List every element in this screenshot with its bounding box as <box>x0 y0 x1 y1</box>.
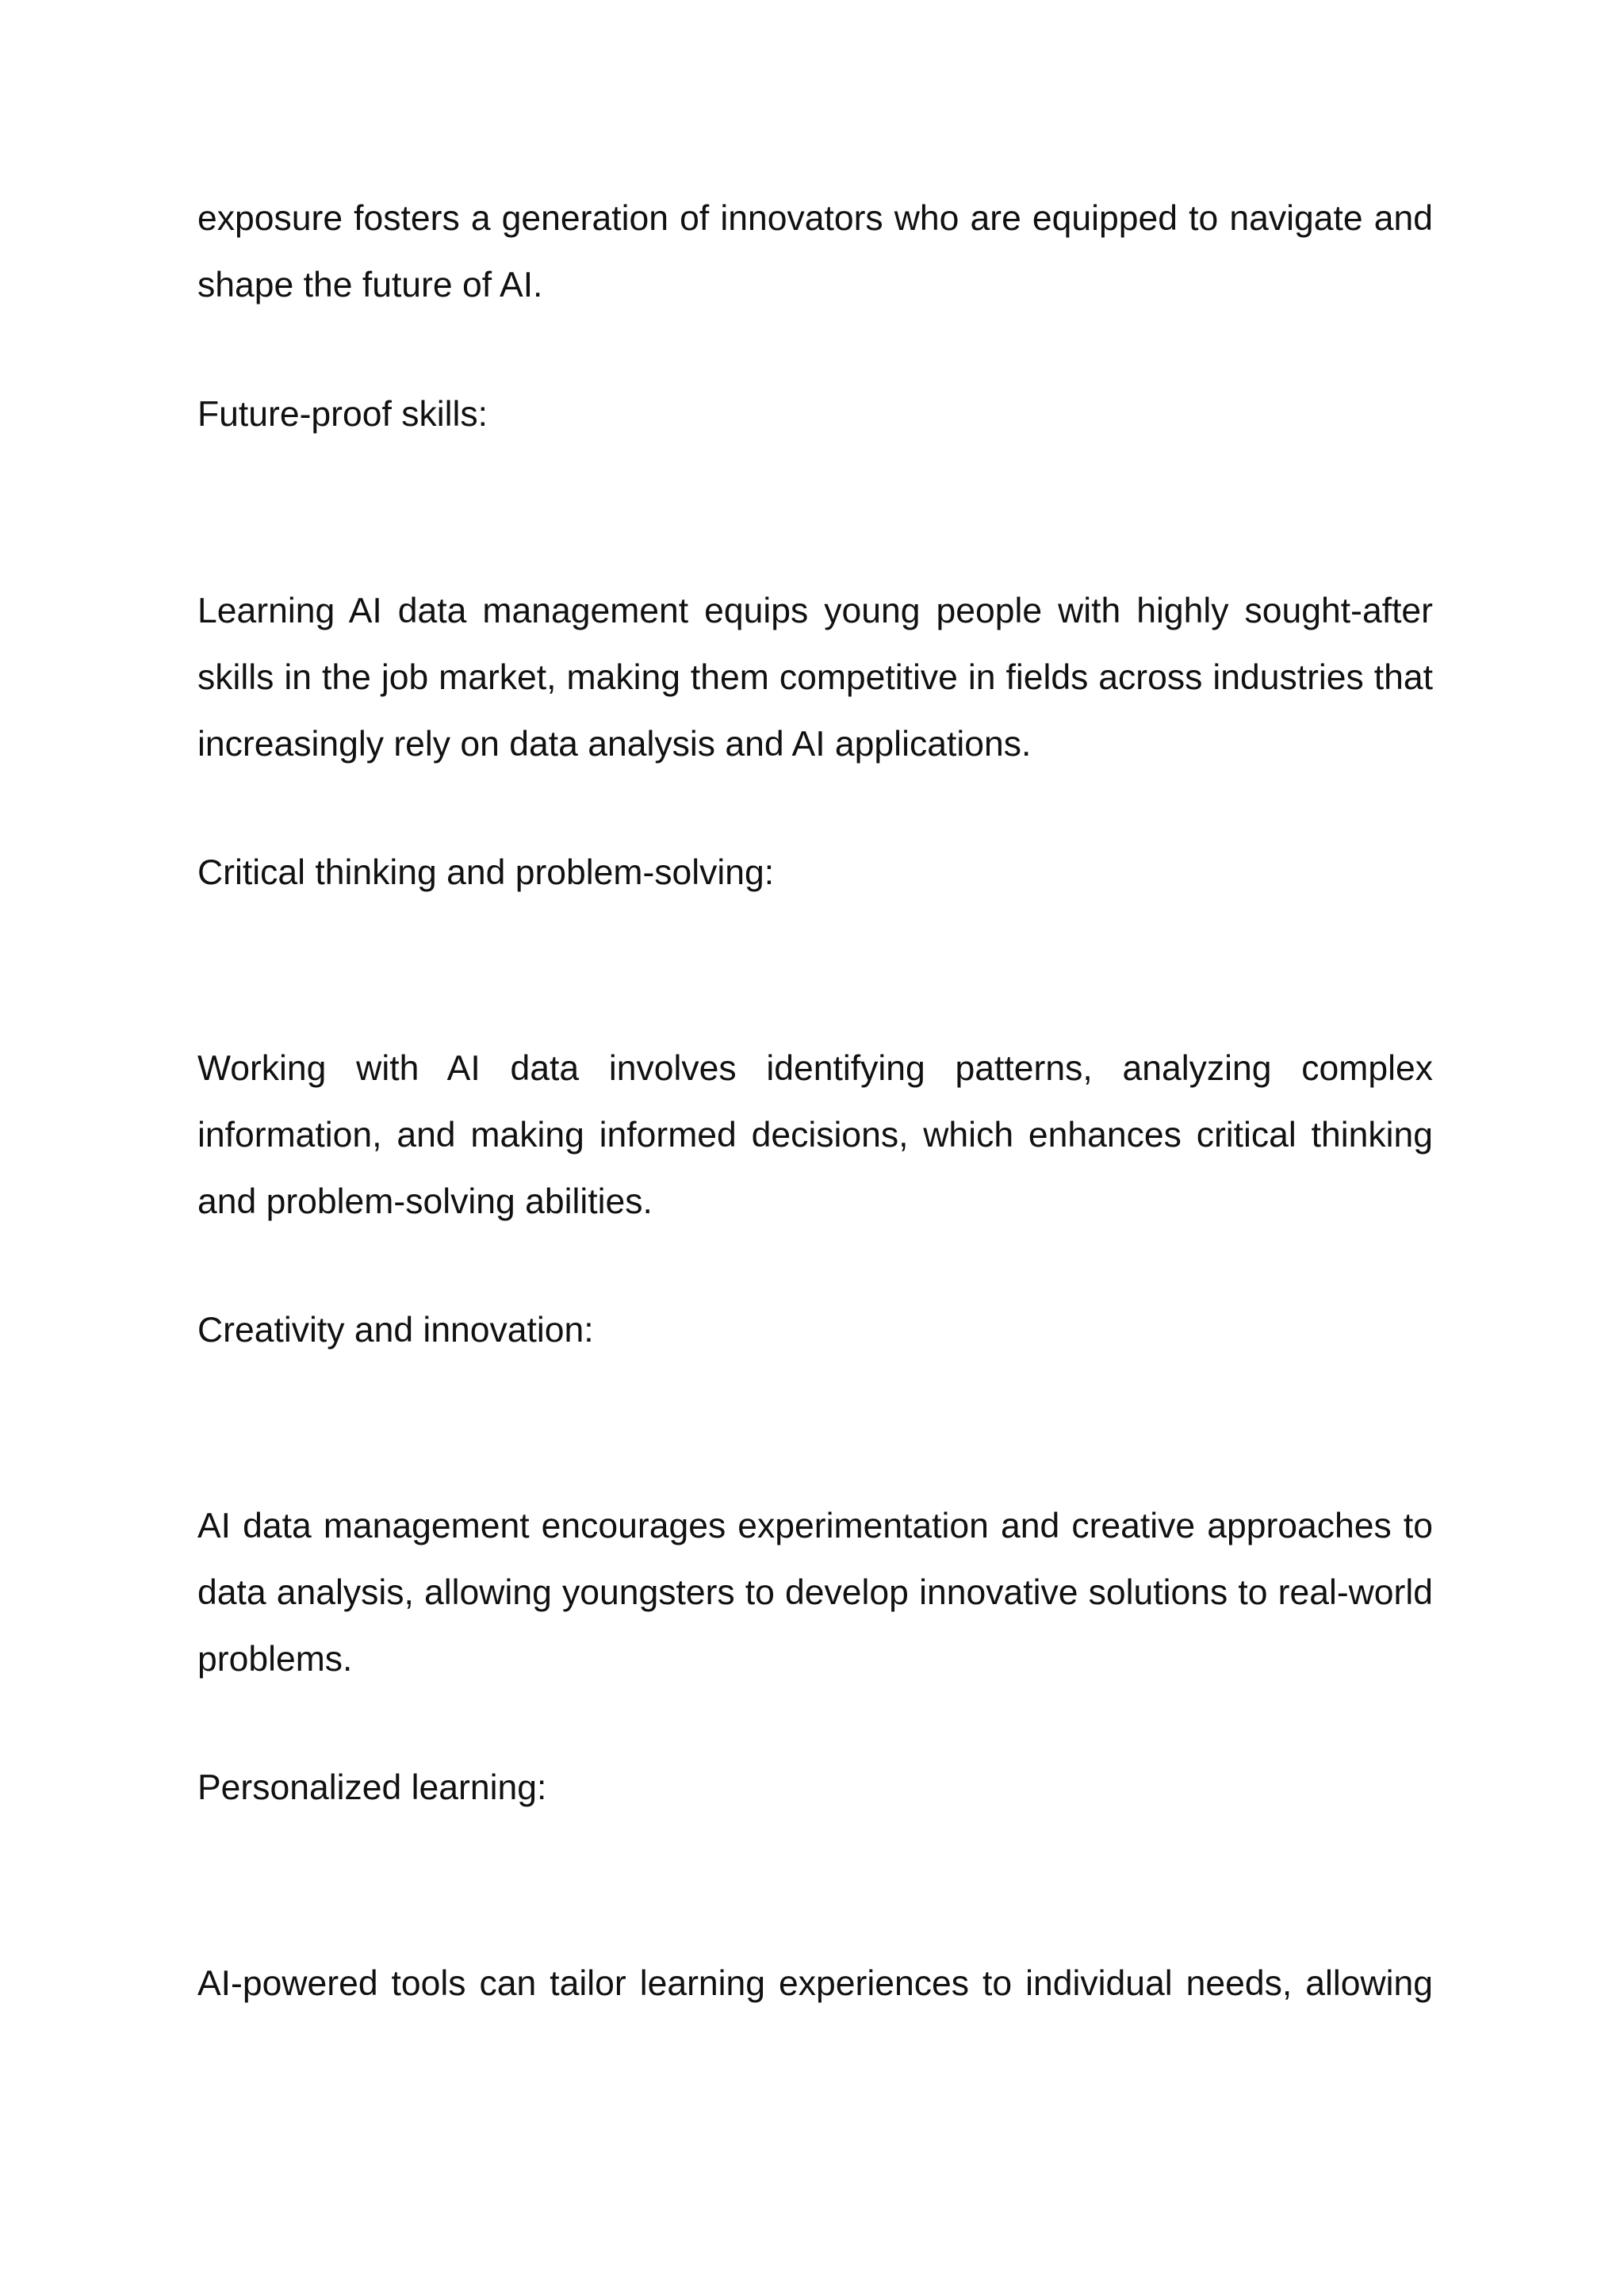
section-body-personalized-learning: AI-powered tools can tailor learning experiences to individual needs, allowing <box>197 1964 1433 2003</box>
section-body-future-proof-skills: Learning AI data management equips young people with highly sought-after skills in the job market, making them competitive in fields across industries that increasingly rely on data analysis and AI applications. <box>197 592 1433 764</box>
intro-paragraph-tail: exposure fosters a generation of innovators who are equipped to navigate and shape the future of AI. <box>197 199 1433 304</box>
section-heading-future-proof-skills: Future-proof skills: <box>197 395 488 434</box>
section-heading-critical-thinking: Critical thinking and problem-solving: <box>197 853 775 892</box>
section-body-critical-thinking: Working with AI data involves identifying patterns, analyzing complex information, and making informed decisions, which enhances critical thinking and problem-solving abilities. <box>197 1049 1433 1221</box>
section-heading-personalized-learning: Personalized learning: <box>197 1768 547 1807</box>
section-body-creativity-innovation: AI data management encourages experimentation and creative approaches to data analysis, allowing youngsters to develop innovative solutions to real-world problems. <box>197 1507 1433 1679</box>
section-heading-creativity-innovation: Creativity and innovation: <box>197 1311 594 1350</box>
